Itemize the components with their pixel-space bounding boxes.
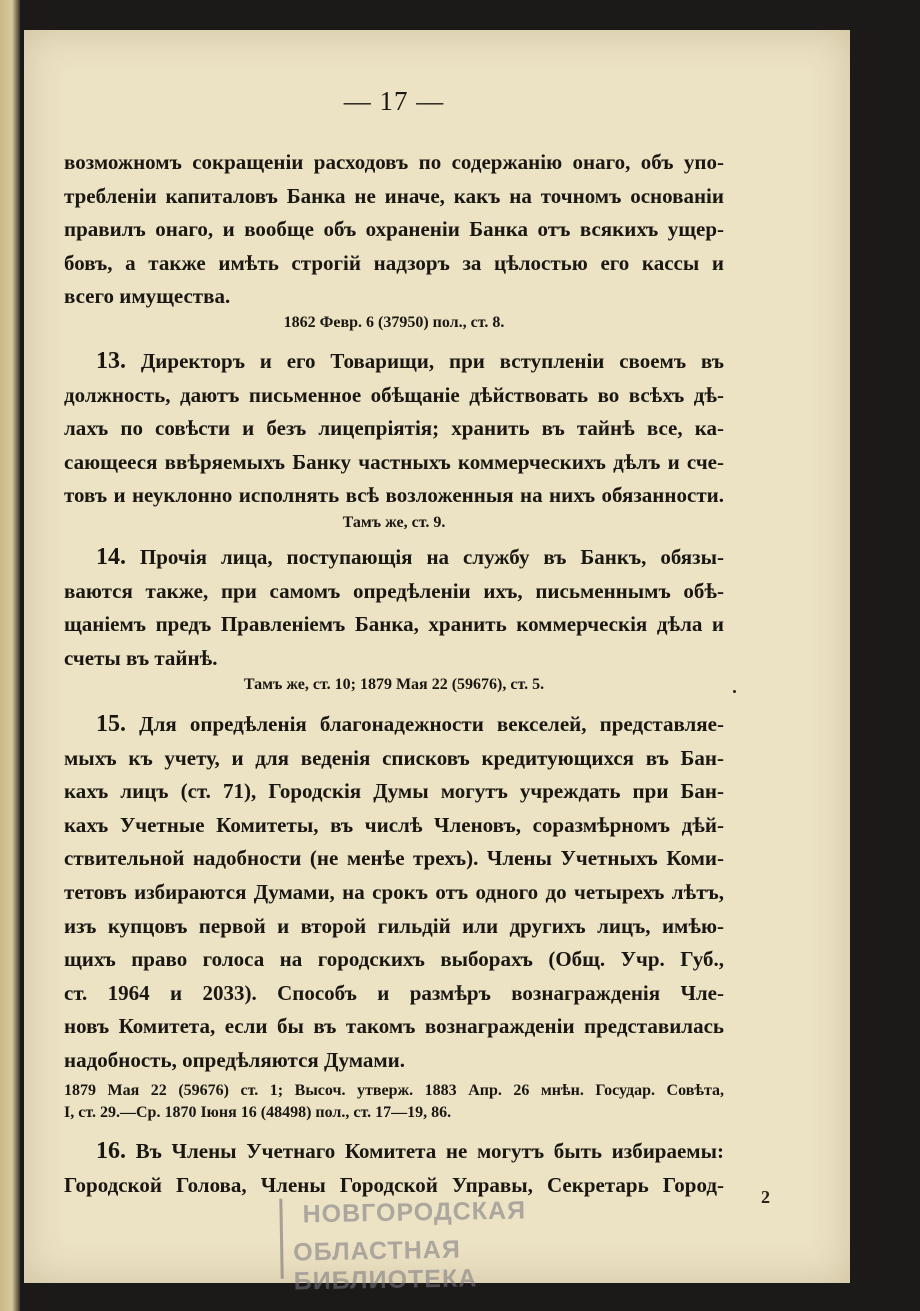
text-line [64,708,724,742]
text-line-body: Для опредѣленія благонадежности векселей, представляе- [139,712,724,736]
library-stamp [279,1193,593,1296]
text-line: всего имущества. [64,284,231,309]
book-page [24,30,850,1283]
article-15 [64,708,724,1078]
text-line: кахъ Учетные Комитеты, въ числѣ Членовъ, соразмѣрномъ дѣй- [64,812,724,837]
text-line-body: Прочія лица, поступающія на службу въ Банкъ, обязы- [139,545,724,569]
article-number: 15. [96,711,126,737]
text-line [64,345,724,379]
paragraph-continuation [64,146,724,314]
article-number: 14. [96,544,126,570]
legal-citation: 1862 Февр. 6 (37950) пол., ст. 8. [283,314,505,331]
text-line: ст. 1964 и 2033). Способъ и размѣръ вознагражденія Чле- [64,980,724,1005]
article-16 [64,1135,724,1202]
text-line: товъ и неуклонно исполнять всѣ возложенныя на нихъ обязанности. [64,483,724,508]
article-number: 16. [96,1138,126,1164]
text-line: новъ Комитета, если бы въ такомъ вознагражденіи представилась [64,1014,724,1039]
text-line [64,541,724,575]
text-line: ваются также, при самомъ опредѣленіи ихъ, письменнымъ обѣ- [64,578,724,603]
text-line: кахъ лицъ (ст. 71), Городскія Думы могутъ учреждать при Бан- [64,779,724,804]
article-13 [64,345,724,513]
text-line: щаніемъ предъ Правленіемъ Банка, хранить коммерческія дѣла и [64,612,724,637]
article-number: 13. [96,348,126,374]
text-line: возможномъ сокращеніи расходовъ по содержанію онаго, объ упо- [64,150,724,174]
stamp-line: ОБЛАСТНАЯ БИБЛИОТЕКА [293,1235,478,1296]
sheet-signature-mark: 2 [761,1187,770,1207]
adjacent-page-edge [0,0,20,1311]
page-number: — 17 — [343,86,445,116]
citation-line: 1879 Мая 22 (59676) ст. 1; Высоч. утверж. 1883 Апр. 26 мнѣн. Государ. Совѣта, [64,1082,724,1099]
text-line: бовъ, а также имѣть строгій надзоръ за цѣлостью его кассы и [64,250,724,275]
citation-line: I, ст. 29.—Ср. 1870 Іюня 16 (48498) пол., ст. 17—19, 86. [64,1104,452,1121]
text-line: щихъ право голоса на городскихъ выборахъ (Общ. Учр. Губ., [64,947,724,972]
text-line: правилъ онаго, и вообще объ охраненіи Банка отъ всякихъ ущер- [64,217,724,242]
text-line-body: Въ Члены Учетнаго Комитета не могутъ быть избираемы: [135,1139,725,1163]
text-line: ствительной надобности (не менѣе трехъ). Члены Учетныхъ Коми- [64,846,724,871]
text-line [64,1135,724,1169]
text-line: надобность, опредѣляются Думами. [64,1047,406,1072]
text-line: мыхъ къ учету, и для веденія списковъ кредитующихся въ Бан- [64,745,724,770]
text-line-body: Директоръ и его Товарищи, при вступленіи своемъ въ [140,349,724,373]
text-line: счеты въ тайнѣ. [64,645,218,670]
text-line: изъ купцовъ первой и второй гильдій или другихъ лицъ, имѣю- [64,913,724,938]
text-line: должность, даютъ письменное обѣщаніе дѣйствовать во всѣхъ дѣ- [64,382,724,407]
article-14 [64,541,724,675]
stamp-line: НОВГОРОДСКАЯ [302,1196,527,1229]
legal-citation [64,1080,724,1124]
legal-citation: Тамъ же, ст. 9. [342,514,446,531]
print-speck [733,690,736,693]
text-line: лахъ по совѣсти и безъ лицепріятія; хранить въ тайнѣ все, ка- [64,416,724,441]
text-line: требленіи капиталовъ Банка не иначе, какъ на точномъ основаніи [64,183,724,208]
text-line: сающееся ввѣряемыхъ Банку частныхъ коммерческихъ дѣлъ и сче- [64,449,724,474]
text-line: Городской Голова, Члены Городской Управы, Секретарь Город- [64,1172,724,1197]
text-line: тетовъ избираются Думами, на срокъ отъ одного до четырехъ лѣтъ, [64,879,724,904]
legal-citation: Тамъ же, ст. 10; 1879 Мая 22 (59676), ст. 5. [243,676,545,693]
